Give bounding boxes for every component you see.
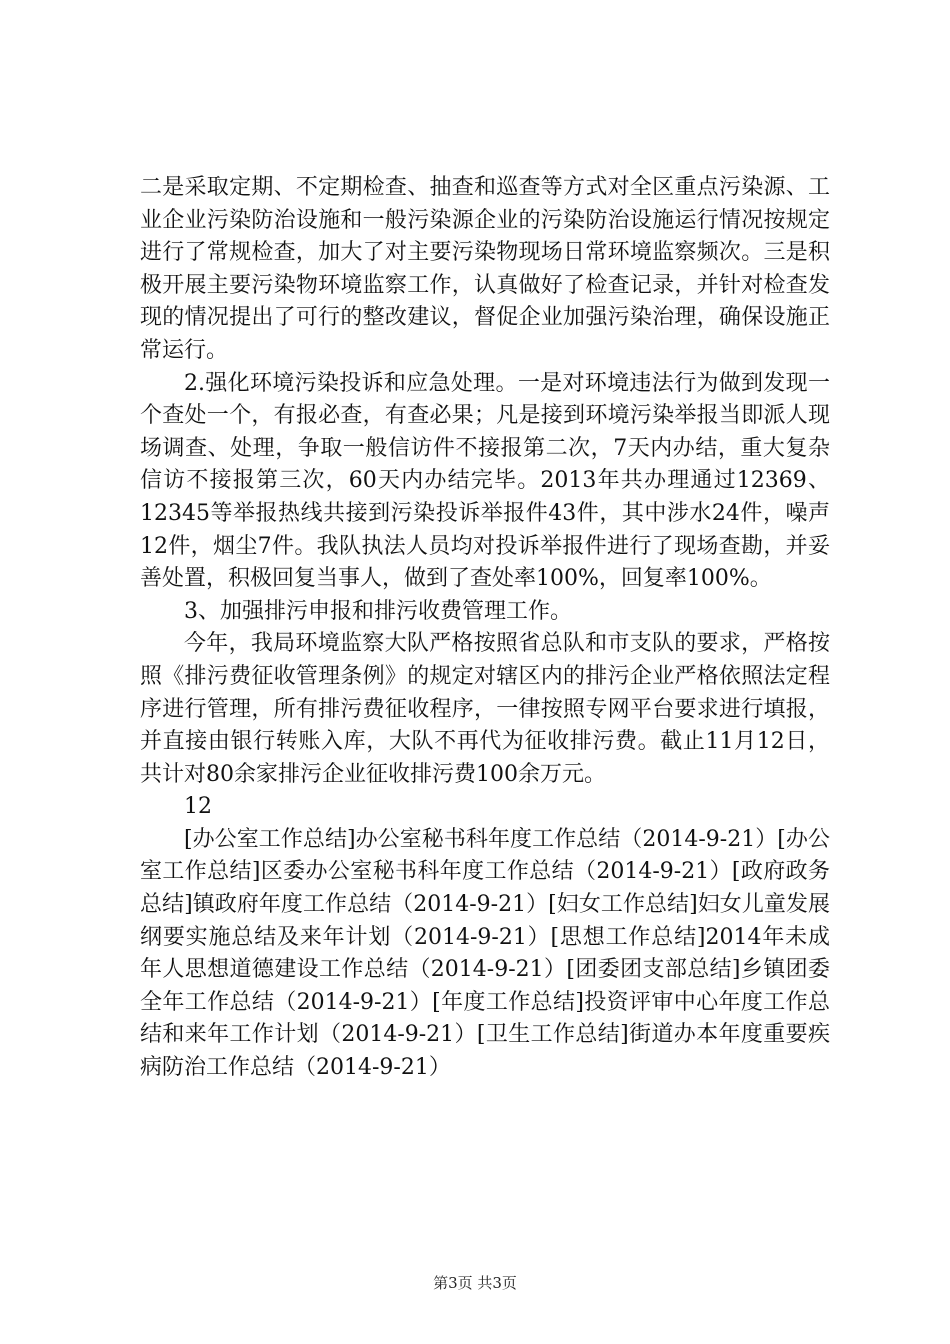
paragraph-number: 12 [184, 794, 212, 820]
paragraph-related-links: [办公室工作总结]办公室秘书科年度工作总结（2014-9-21）[办公室工作总结]区委办公室秘书科年度工作总结（2014-9-21）[政府政务总结]镇政府年度工作总结（2014-9-21）[妇女工作总结]妇女儿童发展纲要实施总结及来年计划（2014-9-21）[思想工作总结]2014年未成年人思想道德建设工作总结（2014-9-21）[团委团支部总结]乡镇团委全年工作总结（2014-9-21）[年度工作总结]投资评审中心年度工作总结和来年工作计划（2014-9-21）[卫生工作总结]街道办本年度重要疾病防治工作总结（2014-9-21） [140, 826, 830, 1081]
paragraph-inspection: 二是采取定期、不定期检查、抽查和巡查等方式对全区重点污染源、工业企业污染防治设施和一般污染源企业的污染防治设施运行情况按规定进行了常规检查，加大了对主要污染物现场日常环境监察频次。三是积极开展主要污染物环境监察工作，认真做好了检查记录，并针对检查发现的情况提出了可行的整改建议，督促企业加强污染治理，确保设施正常运行。 [140, 175, 830, 363]
paragraph-fee-collection: 今年，我局环境监察大队严格按照省总队和市支队的要求，严格按照《排污费征收管理条例》的规定对辖区内的排污企业严格依照法定程序进行管理，所有排污费征收程序，一律按照专网平台要求进行填报，并直接由银行转账入库，大队不再代为征收排污费。截止11月12日，共计对80余家排污企业征收排污费100余万元。 [140, 631, 830, 787]
page-footer [0, 1272, 950, 1293]
paragraph-complaints: 2.强化环境污染投诉和应急处理。一是对环境违法行为做到发现一个查处一个，有报必查，有查必果；凡是接到环境污染举报当即派人现场调查、处理，争取一般信访件不接报第二次，7天内办结，重大复杂信访不接报第三次，60天内办结完毕。2013年共办理通过12369、12345等举报热线共接到污染投诉举报件43件，其中涉水24件，噪声12件，烟尘7件。我队执法人员均对投诉举报件进行了现场查勘，并妥善处置，积极回复当事人，做到了查处率100%，回复率100%。 [140, 370, 830, 592]
page-number: 第3页 共3页 [433, 1274, 517, 1292]
document-body [140, 172, 830, 1085]
paragraph-heading-fees: 3、加强排污申报和排污收费管理工作。 [184, 598, 572, 624]
